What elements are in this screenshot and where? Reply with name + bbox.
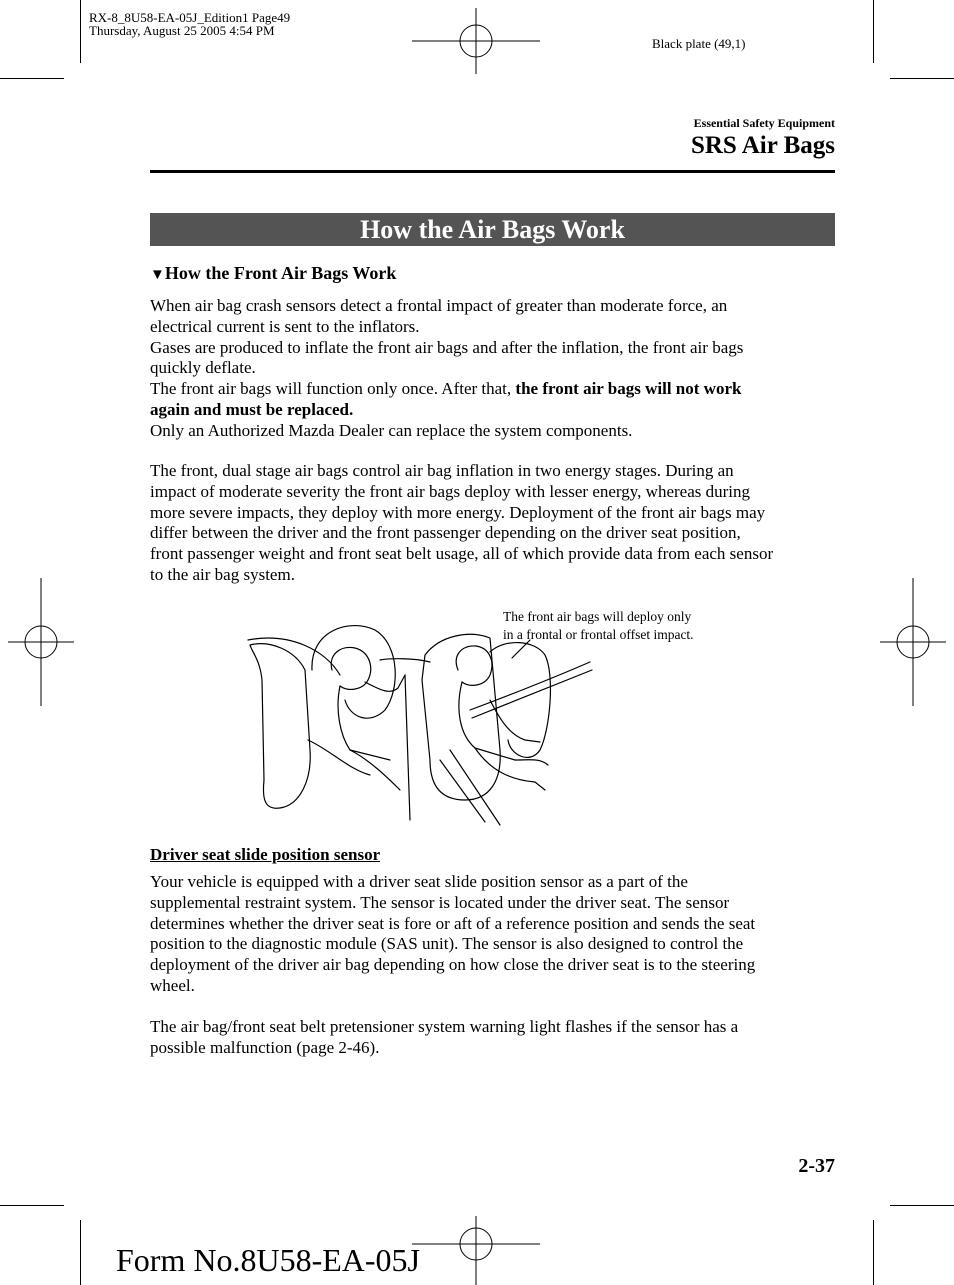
print-meta-line1: RX-8_8U58-EA-05J_Edition1 Page49 [89, 10, 291, 25]
triangle-marker-icon: ▼ [150, 267, 165, 283]
page-number: 2-37 [798, 1155, 835, 1177]
paragraph-sensor: Your vehicle is equipped with a driver seat slide position sensor as a part of the supplemental restraint system. The sensor is located under the driver seat. The sensor determines whether the driver seat is fore or aft of a reference position and sends the seat position to the diagnostic module (SAS unit). The sensor is also designed to control the deployment of the driver air bag depending on how close the driver seat is to the steering wheel. [150, 872, 756, 995]
subheading-text: How the Front Air Bags Work [164, 263, 397, 283]
page-title: SRS Air Bags [690, 132, 835, 159]
section-heading: How the Air Bags Work [150, 213, 835, 246]
illustration-caption: The front air bags will deploy only in a frontal or frontal offset impact. [503, 609, 694, 642]
paragraph-dual-stage: The front, dual stage air bags control air bag inflation in two energy stages. During an impact of moderate severity the front air bags deploy with lesser energy, whereas during more severe impacts, they deploy with more energy. Deployment of the front air bags may differ between the driver and the front passenger depending on the driver seat position, front passenger weight and front seat belt usage, all of which provide data from each sensor to the air bag system. [150, 461, 774, 584]
header-rule [150, 170, 835, 173]
print-meta-line2: Thursday, August 25 2005 4:54 PM [89, 23, 275, 38]
sensor-heading: Driver seat slide position sensor [150, 845, 381, 864]
paragraph-front-airbags: When air bag crash sensors detect a frontal impact of greater than moderate force, an electrical current is sent to the inflators. Gases are produced to inflate the front air bags and after the inflation, the front air bags quickly deflate. The front air bags will function only once. After that, the front air bags will not work again and must be replaced. Only an Authorized Mazda Dealer can replace the system components. [150, 296, 744, 440]
section-label: Essential Safety Equipment [693, 116, 835, 130]
form-number: Form No.8U58-EA-05J [116, 1242, 420, 1278]
black-plate-label: Black plate (49,1) [652, 36, 746, 51]
subheading [150, 262, 396, 286]
airbag-deployment-illustration [240, 600, 740, 830]
paragraph-warning-light: The air bag/front seat belt pretensioner system warning light flashes if the sensor has a possible malfunction (page 2-46). [150, 1017, 739, 1057]
warning-bold-text: the front air bags will not work [515, 379, 742, 399]
